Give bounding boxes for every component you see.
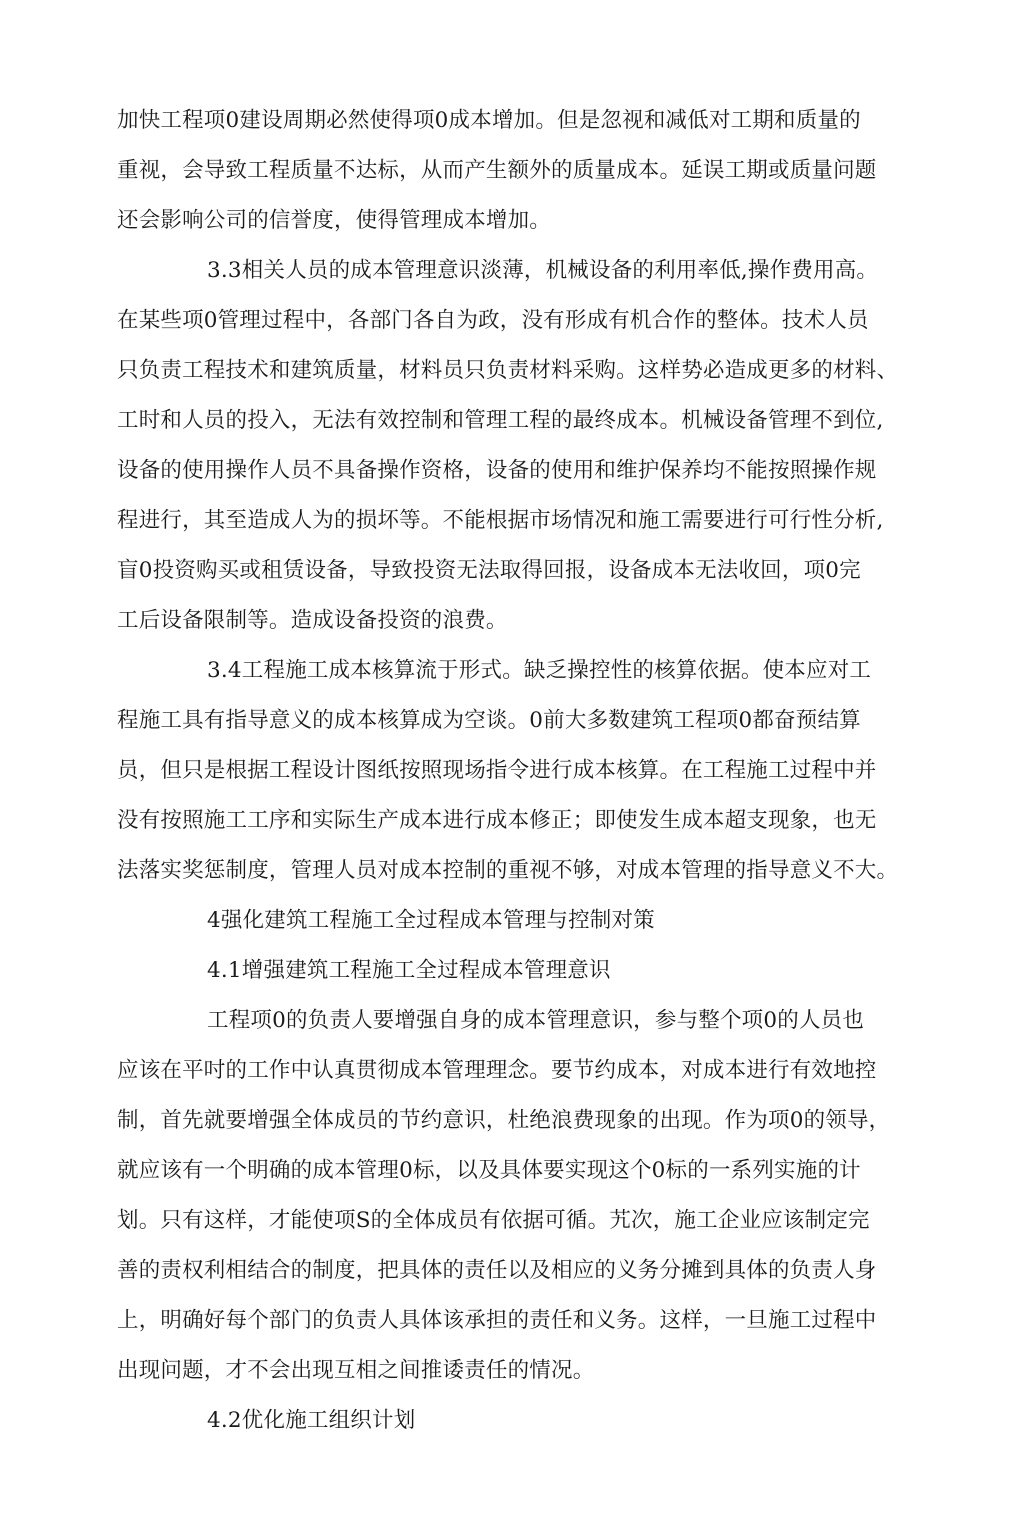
section-heading-3-4: 3.4工程施工成本核算流于形式。缺乏操控性的核算依据。使本应对工 (207, 658, 872, 683)
section-heading-4-1: 4.1增强建筑工程施工全过程成本管理意识 (207, 958, 611, 983)
text-line: 划。只有这样，才能使项S的全体成员有依据可循。艽次，施工企业应该制定完 (117, 1208, 870, 1233)
text-line: 工时和人员的投入，无法有效控制和管理工程的最终成本。机械设备管理不到位, (117, 408, 884, 433)
text-line: 在某些项0管理过程中，各部门各自为政，没有形成有机合作的整体。技术人员 (117, 308, 869, 333)
text-line: 设备的使用操作人员不具备操作资格，设备的使用和维护保养均不能按照操作规 (117, 458, 877, 483)
text-line: 没有按照施工工序和实际生产成本进行成本修正；即使发生成本超支现象，也无 (117, 808, 877, 833)
text-line: 工后设备限制等。造成设备投资的浪费。 (117, 608, 508, 633)
text-line: 出现问题，才不会出现互相之间推诿责任的情况。 (117, 1358, 595, 1383)
text-line: 只负责工程技术和建筑质量，材料员只负责材料采购。这样势必造成更多的材料、 (117, 358, 899, 383)
text-line: 重视，会导致工程质量不达标，从而产生额外的质量成本。延误工期或质量问题 (117, 158, 877, 183)
text-line: 盲0投资购买或租赁设备，导致投资无法取得回报，设备成本无法收回，项0完 (117, 558, 861, 583)
section-heading-4: 4强化建筑工程施工全过程成本管理与控制对策 (207, 908, 655, 933)
text-line: 加快工程项0建设周期必然使得项0成本增加。但是忽视和减低对工期和质量的 (117, 108, 861, 133)
text-line: 应该在平吋的工作中认真贯彻成本管理理念。要节约成本，对成本进行有效地控 (117, 1058, 877, 1083)
text-line: 上，明确好每个部门的负责人具体该承担的责任和义务。这样，一旦施工过程中 (117, 1308, 877, 1333)
section-heading-4-2: 4.2优化施工组织计划 (207, 1408, 416, 1433)
text-line: 法落实奖惩制度，管理人员对成本控制的重视不够，对成本管理的指导意义不大。 (117, 858, 899, 883)
text-line: 还会影响公司的信誉度，使得管理成本增加。 (117, 208, 552, 233)
text-line: 善的责权利相结合的制度，把具体的责任以及相应的义务分摊到具体的负责人身 (117, 1258, 877, 1283)
text-line: 就应该有一个明确的成本管理0标，以及具体要实现这个0标的一系列实施的计 (117, 1158, 861, 1183)
section-heading-3-3: 3.3相关人员的成本管理意识淡薄，机械设备的利用率低,操作费用高。 (207, 258, 879, 283)
paragraph-first-line: 工程项0的负责人要增强自身的成本管理意识，参与整个项0的人员也 (207, 1008, 865, 1033)
text-line: 程施工具有指导意义的成本核算成为空谈。0前大多数建筑工程项0都奋预结算 (117, 708, 861, 733)
text-line: 员，但只是根据工程设计图纸按照现场指令进行成本核算。在工程施工过程中并 (117, 758, 877, 783)
text-line: 制，首先就要增强全体成员的节约意识，杜绝浪费现象的出现。作为项0的领导， (117, 1108, 891, 1133)
text-line: 程进行，其至造成人为的损坏等。不能根据市场情况和施工需要进行可行性分析, (117, 508, 884, 533)
